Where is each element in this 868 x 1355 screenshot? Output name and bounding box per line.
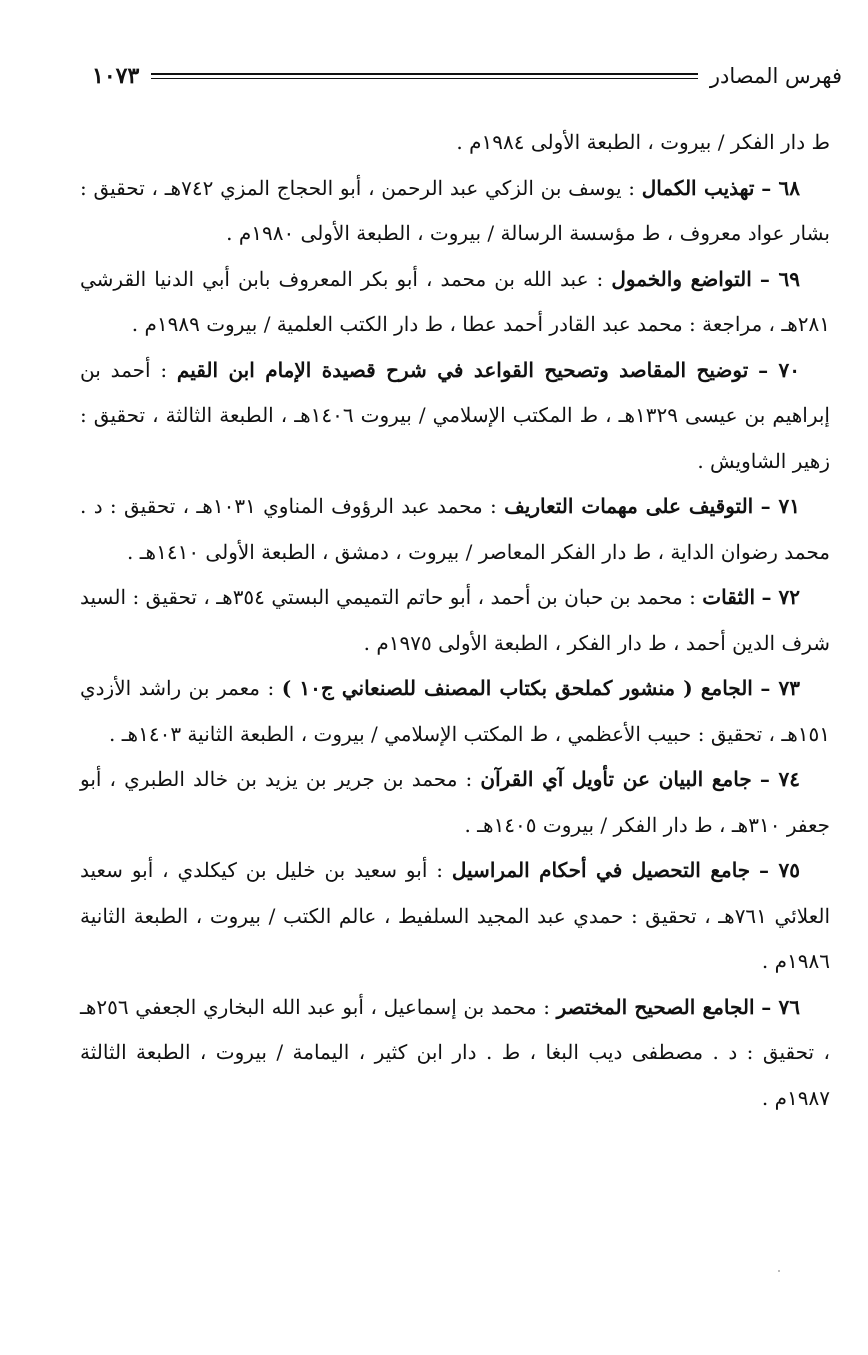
entry-number: ٧٤ –	[759, 767, 801, 791]
entry-title: الجامع ( منشور كملحق بكتاب المصنف للصنعاني ج١٠ )	[281, 676, 753, 700]
entry-title: الثقات	[702, 585, 756, 609]
entry-text: : عبد الله بن محمد ، أبو بكر المعروف بابن أبي الدنيا القرشي ٢٨١هـ ، مراجعة : محمد عبد القادر أحمد عطا ، ط دار الكتب العلمية / بيروت ١٩٨٩م .	[80, 266, 830, 336]
entry-title: الجامع الصحيح المختصر	[556, 994, 755, 1019]
entry-title: التوقيف على مهمات التعاريف	[504, 494, 754, 518]
entry-number: ٧٥ –	[759, 858, 801, 882]
entry-number: ٧٣ –	[760, 676, 801, 700]
running-title: فهرس المصادر	[709, 64, 842, 88]
bibliography-entry	[80, 985, 830, 1122]
scan-speck	[778, 1270, 780, 1272]
entry-text: : محمد بن حبان بن أحمد ، أبو حاتم التميمي البستي ٣٥٤هـ ، تحقيق : السيد شرف الدين أحمد ، ط دار الفكر ، الطبعة الأولى ١٩٧٥م .	[80, 585, 830, 655]
entry-title: توضيح المقاصد وتصحيح القواعد في شرح قصيدة الإمام ابن القيم	[176, 357, 749, 382]
entry-title: جامع التحصيل في أحكام المراسيل	[451, 858, 751, 882]
header-rule	[151, 73, 698, 79]
entry-title: تهذيب الكمال	[641, 175, 755, 200]
entry-text: : محمد عبد الرؤوف المناوي ١٠٣١هـ ، تحقيق : د . محمد رضوان الداية ، ط دار الفكر المعاصر / بيروت ، دمشق ، الطبعة الأولى ١٤١٠هـ .	[80, 494, 830, 564]
bibliography-entry	[80, 666, 830, 757]
bibliography-entry	[80, 166, 830, 257]
entry-number: ٧٦ –	[761, 994, 801, 1019]
entry-title: جامع البيان عن تأويل آي القرآن	[480, 767, 752, 791]
bibliography-entry	[80, 848, 830, 985]
entry-text: : محمد بن جرير بن يزيد بن خالد الطبري ، أبو جعفر ٣١٠هـ ، ط دار الفكر / بيروت ١٤٠٥هـ .	[80, 767, 830, 837]
entry-number: ٧٢ –	[761, 585, 800, 609]
entry-number: ٦٩ –	[759, 266, 801, 291]
entry-number: ٧١ –	[760, 494, 801, 518]
page-header	[92, 56, 842, 96]
entry-text: : معمر بن راشد الأزدي ١٥١هـ ، تحقيق : حبيب الأعظمي ، ط المكتب الإسلامي / بيروت ، الطبعة الثانية ١٤٠٣هـ .	[80, 676, 830, 746]
entry-text: : محمد بن إسماعيل ، أبو عبد الله البخاري الجعفي ٢٥٦هـ ، تحقيق : د . مصطفى ديب البغا ، ط . دار ابن كثير ، اليمامة / بيروت ، الطبعة الثالثة ١٩٨٧م .	[80, 994, 830, 1110]
bibliography-entry	[80, 257, 830, 348]
bibliography-entry	[80, 484, 830, 575]
bibliography-entry	[80, 120, 830, 166]
entry-title: التواضع والخمول	[611, 266, 752, 291]
entry-text: ط دار الفكر / بيروت ، الطبعة الأولى ١٩٨٤م .	[456, 130, 830, 154]
page-number: ١٠٧٣	[92, 63, 140, 89]
bibliography-entry	[80, 348, 830, 485]
entry-text: : أحمد بن إبراهيم بن عيسى ١٣٢٩هـ ، ط المكتب الإسلامي / بيروت ١٤٠٦هـ ، الطبعة الثالثة ، تحقيق : زهير الشاويش .	[80, 357, 830, 473]
entry-text: : يوسف بن الزكي عبد الرحمن ، أبو الحجاج المزي ٧٤٢هـ ، تحقيق : بشار عواد معروف ، ط مؤسسة الرسالة / بيروت ، الطبعة الأولى ١٩٨٠م .	[80, 175, 830, 245]
bibliography-entry	[80, 757, 830, 848]
entry-text: : أبو سعيد بن خليل بن كيكلدي ، أبو سعيد العلائي ٧٦١هـ ، تحقيق : حمدي عبد المجيد السلفيط ، عالم الكتب / بيروت ، الطبعة الثانية ١٩٨٦م .	[80, 858, 831, 973]
bibliography-body	[80, 120, 830, 1121]
bibliography-entry	[80, 575, 830, 666]
entry-number: ٦٨ –	[761, 175, 801, 200]
entry-number: ٧٠ –	[758, 357, 801, 382]
